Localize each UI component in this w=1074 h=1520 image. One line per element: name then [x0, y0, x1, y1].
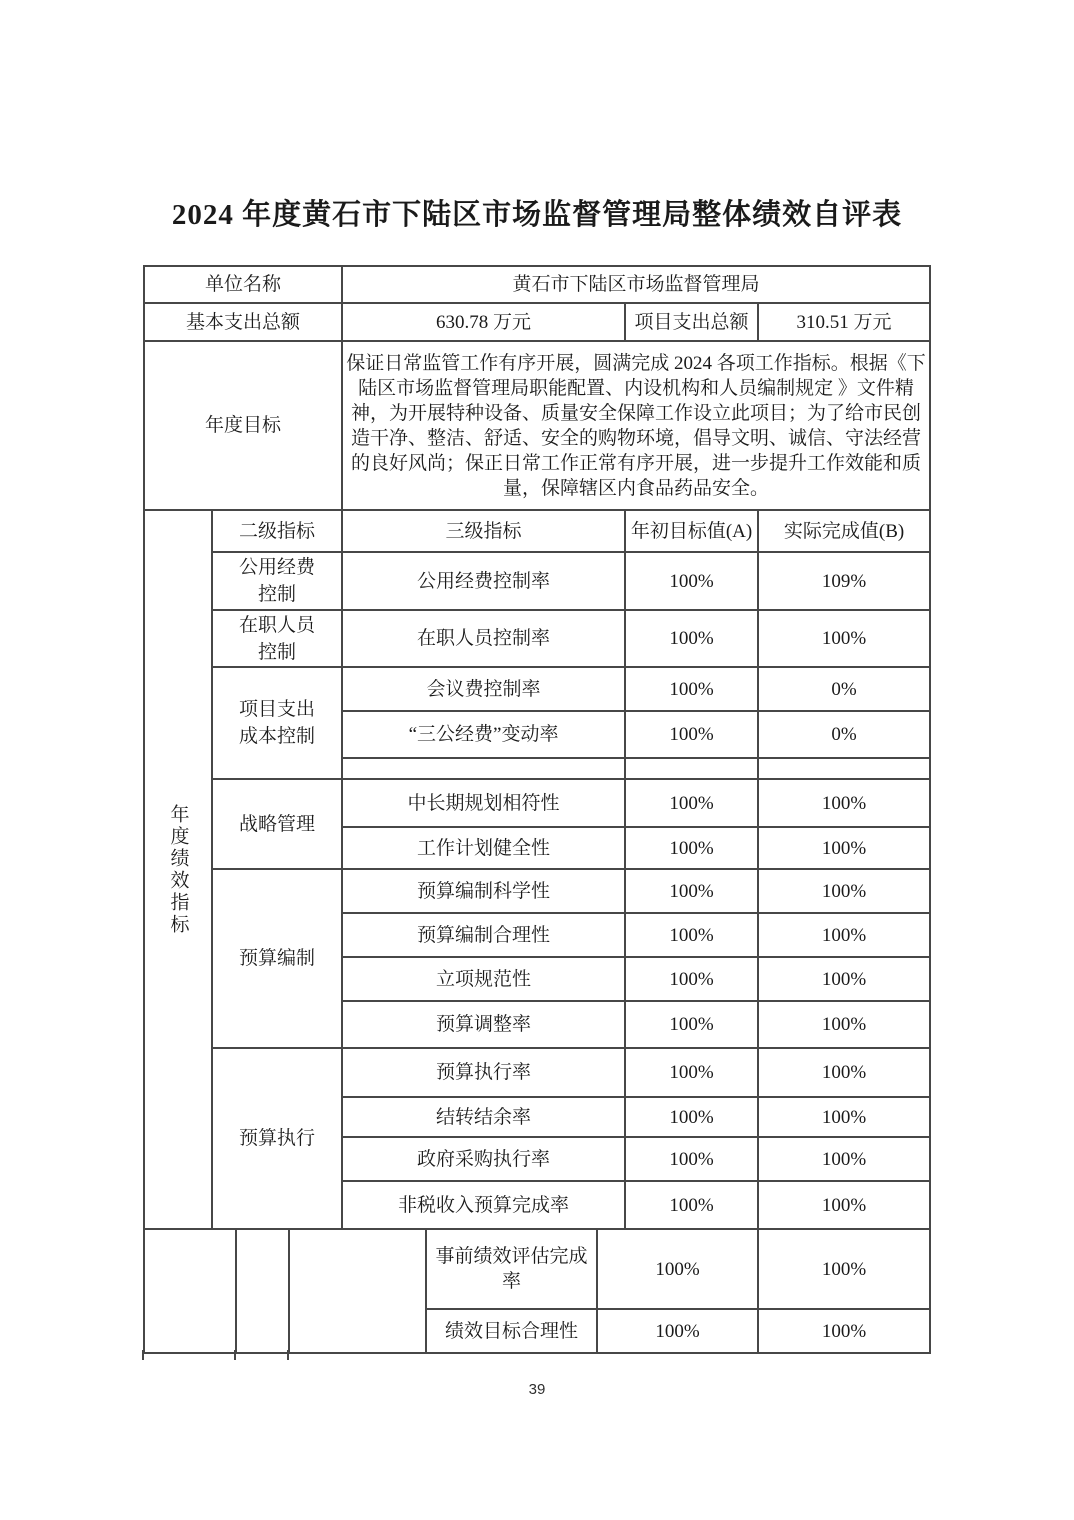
actual-value-cell: 100%: [758, 913, 930, 957]
actual-value-cell: 100%: [758, 827, 930, 869]
actual-value-cell: 100%: [758, 1097, 930, 1137]
annual-goal-label-cell: 年度目标: [144, 341, 342, 510]
basic-expense-label-cell: 基本支出总额: [144, 303, 342, 341]
basic-expense-value-cell: 630.78 万元: [342, 303, 625, 341]
actual-value-cell: 100%: [758, 869, 930, 913]
group-label-cell: 公用经费控制: [212, 552, 342, 610]
actual-value-cell: 100%: [758, 779, 930, 827]
target-value-cell: 100%: [625, 1048, 758, 1097]
actual-value-cell: 109%: [758, 552, 930, 610]
actual-value-cell: 100%: [758, 1229, 930, 1309]
indicator-cell: 预算执行率: [342, 1048, 625, 1097]
indicator-cell: 政府采购执行率: [342, 1137, 625, 1181]
continuation-empty-cell: [144, 1229, 236, 1353]
page-number: 39: [528, 1381, 546, 1398]
header-actual-cell: 实际完成值(B): [758, 510, 930, 552]
table-row: [144, 869, 930, 913]
group-label-cell: 预算编制: [212, 869, 342, 1048]
indicator-cell: 事前绩效评估完成率: [426, 1229, 597, 1309]
actual-value-cell: 100%: [758, 1048, 930, 1097]
target-value-cell: 100%: [625, 957, 758, 1001]
actual-value-cell: 100%: [758, 610, 930, 667]
table-row: [144, 610, 930, 667]
indicator-cell: 非税收入预算完成率: [342, 1181, 625, 1229]
unit-name-label-cell: 单位名称: [144, 266, 342, 303]
continuation-empty-cell: [289, 1229, 426, 1353]
indicator-cell: [342, 758, 625, 779]
target-value-cell: 100%: [597, 1229, 758, 1309]
project-expense-value-cell: 310.51 万元: [758, 303, 930, 341]
table-header-row: [144, 510, 930, 552]
table-gridline-stub: [234, 1350, 236, 1360]
annual-goal-text-cell: 保证日常监管工作有序开展，圆满完成 2024 各项工作指标。根据《下陆区市场监督管理局职能配置、内设机构和人员编制规定 》文件精神，为开展特种设备、质量安全保障工作设立此项目；为了给市民创造干净、整洁、舒适、安全的购物环境，倡导文明、诚信、守法经营的良好风尚；保正日常工作正常有序开展，进一步提升工作效能和质量，保障辖区内食品药品安全。: [342, 341, 930, 510]
target-value-cell: 100%: [625, 913, 758, 957]
group-label-cell: 预算执行: [212, 1048, 342, 1229]
indicator-cell: 结转结余率: [342, 1097, 625, 1137]
actual-value-cell: 100%: [758, 1137, 930, 1181]
indicator-cell: 预算调整率: [342, 1001, 625, 1048]
indicator-cell: 预算编制科学性: [342, 869, 625, 913]
target-value-cell: [625, 758, 758, 779]
side-label-cell: [144, 510, 212, 1229]
actual-value-cell: 100%: [758, 1181, 930, 1229]
table-gridline-stub: [142, 1350, 144, 1360]
project-expense-label-cell: 项目支出总额: [625, 303, 758, 341]
table-gridline-stub: [287, 1350, 289, 1360]
actual-value-cell: 100%: [758, 957, 930, 1001]
target-value-cell: 100%: [625, 1097, 758, 1137]
table-row: [144, 779, 930, 827]
indicator-cell: 会议费控制率: [342, 667, 625, 711]
target-value-cell: 100%: [625, 610, 758, 667]
indicator-cell: 中长期规划相符性: [342, 779, 625, 827]
actual-value-cell: 0%: [758, 711, 930, 758]
page-title: 2024 年度黄石市下陆区市场监督管理局整体绩效自评表: [171, 199, 903, 231]
indicator-cell: “三公经费”变动率: [342, 711, 625, 758]
indicator-cell: 立项规范性: [342, 957, 625, 1001]
header-level3-cell: 三级指标: [342, 510, 625, 552]
table-row: [144, 341, 930, 510]
target-value-cell: 100%: [625, 1001, 758, 1048]
table-row: [144, 1229, 930, 1309]
indicator-cell: 公用经费控制率: [342, 552, 625, 610]
target-value-cell: 100%: [625, 869, 758, 913]
header-level2-cell: 二级指标: [212, 510, 342, 552]
target-value-cell: 100%: [625, 1181, 758, 1229]
indicator-cell: 绩效目标合理性: [426, 1309, 597, 1353]
target-value-cell: 100%: [625, 552, 758, 610]
performance-table: [143, 265, 931, 1354]
side-label-vertical-text: 年度绩效指标: [167, 803, 189, 936]
target-value-cell: 100%: [625, 711, 758, 758]
group-label-cell: 在职人员控制: [212, 610, 342, 667]
actual-value-cell: [758, 758, 930, 779]
target-value-cell: 100%: [625, 667, 758, 711]
actual-value-cell: 100%: [758, 1309, 930, 1353]
table-row: [144, 667, 930, 711]
table-row: [144, 1048, 930, 1097]
table-row: [144, 552, 930, 610]
table-row: [144, 266, 930, 303]
table-row: [144, 303, 930, 341]
actual-value-cell: 100%: [758, 1001, 930, 1048]
group-label-cell: 项目支出成本控制: [212, 667, 342, 779]
indicator-cell: 在职人员控制率: [342, 610, 625, 667]
target-value-cell: 100%: [625, 827, 758, 869]
target-value-cell: 100%: [597, 1309, 758, 1353]
header-target-cell: 年初目标值(A): [625, 510, 758, 552]
target-value-cell: 100%: [625, 1137, 758, 1181]
continuation-empty-cell: [236, 1229, 289, 1353]
actual-value-cell: 0%: [758, 667, 930, 711]
unit-name-value-cell: 黄石市下陆区市场监督管理局: [342, 266, 930, 303]
indicator-cell: 工作计划健全性: [342, 827, 625, 869]
indicator-cell: 预算编制合理性: [342, 913, 625, 957]
target-value-cell: 100%: [625, 779, 758, 827]
group-label-cell: 战略管理: [212, 779, 342, 869]
